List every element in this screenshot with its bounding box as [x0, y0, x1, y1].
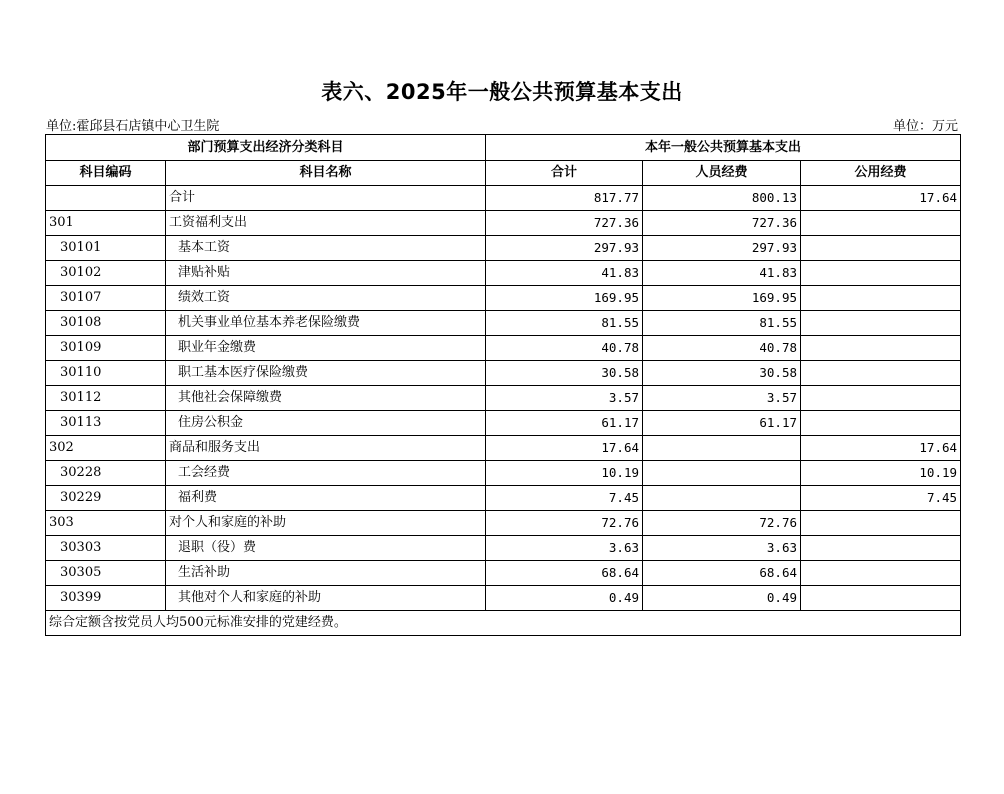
header-public: 公用经费: [801, 161, 961, 186]
personnel-cell: 61.17: [643, 411, 801, 436]
table-row: [46, 261, 961, 286]
name-cell: 商品和服务支出: [166, 436, 486, 461]
public-cell: [801, 361, 961, 386]
total-cell: 40.78: [486, 336, 643, 361]
name-cell: 职工基本医疗保险缴费: [166, 361, 486, 386]
name-cell: 机关事业单位基本养老保险缴费: [166, 311, 486, 336]
name-cell: 住房公积金: [166, 411, 486, 436]
code-cell: 30108: [46, 311, 166, 336]
code-cell: 30399: [46, 586, 166, 611]
code-cell: 30303: [46, 536, 166, 561]
public-cell: [801, 536, 961, 561]
public-cell: 10.19: [801, 461, 961, 486]
public-cell: [801, 236, 961, 261]
code-cell: 30101: [46, 236, 166, 261]
personnel-cell: 81.55: [643, 311, 801, 336]
total-cell: 72.76: [486, 511, 643, 536]
table-row: [46, 511, 961, 536]
table-row: [46, 536, 961, 561]
personnel-cell: [643, 486, 801, 511]
table-row: [46, 186, 961, 211]
table-row: [46, 586, 961, 611]
table-row: [46, 461, 961, 486]
header-name: 科目名称: [166, 161, 486, 186]
table-row: [46, 386, 961, 411]
table-group-header-row: [46, 135, 961, 161]
personnel-cell: 68.64: [643, 561, 801, 586]
total-cell: 0.49: [486, 586, 643, 611]
table-row: [46, 336, 961, 361]
public-cell: 17.64: [801, 186, 961, 211]
table-row: [46, 411, 961, 436]
page-title: 表六、2025年一般公共预算基本支出: [321, 80, 683, 104]
name-cell: 福利费: [166, 486, 486, 511]
table-row: [46, 436, 961, 461]
total-cell: 10.19: [486, 461, 643, 486]
table-column-header-row: [46, 161, 961, 186]
code-cell: 301: [46, 211, 166, 236]
public-cell: [801, 386, 961, 411]
code-cell: [46, 186, 166, 211]
personnel-cell: 3.57: [643, 386, 801, 411]
table-row: [46, 211, 961, 236]
table-row: [46, 286, 961, 311]
personnel-cell: 30.58: [643, 361, 801, 386]
personnel-cell: 40.78: [643, 336, 801, 361]
personnel-cell: 800.13: [643, 186, 801, 211]
name-cell: 绩效工资: [166, 286, 486, 311]
public-cell: [801, 586, 961, 611]
public-cell: [801, 561, 961, 586]
total-cell: 41.83: [486, 261, 643, 286]
name-cell: 职业年金缴费: [166, 336, 486, 361]
public-cell: [801, 311, 961, 336]
code-cell: 30229: [46, 486, 166, 511]
total-cell: 61.17: [486, 411, 643, 436]
personnel-cell: 41.83: [643, 261, 801, 286]
total-cell: 3.57: [486, 386, 643, 411]
name-cell: 退职（役）费: [166, 536, 486, 561]
header-basic-expenditure: 本年一般公共预算基本支出: [486, 135, 961, 161]
personnel-cell: [643, 436, 801, 461]
code-cell: 30102: [46, 261, 166, 286]
name-cell: 其他对个人和家庭的补助: [166, 586, 486, 611]
unit-organization: 单位:霍邱县石店镇中心卫生院: [46, 119, 220, 134]
code-cell: 30110: [46, 361, 166, 386]
unit-currency: 单位：万元: [892, 119, 958, 134]
table-note: 综合定额含按党员人均500元标准安排的党建经费。: [46, 611, 961, 636]
code-cell: 30107: [46, 286, 166, 311]
public-cell: [801, 211, 961, 236]
total-cell: 68.64: [486, 561, 643, 586]
public-cell: [801, 286, 961, 311]
code-cell: 30113: [46, 411, 166, 436]
total-cell: 297.93: [486, 236, 643, 261]
budget-table: [45, 134, 961, 636]
public-cell: [801, 261, 961, 286]
code-cell: 30109: [46, 336, 166, 361]
name-cell: 工会经费: [166, 461, 486, 486]
name-cell: 津贴补贴: [166, 261, 486, 286]
code-cell: 30305: [46, 561, 166, 586]
total-cell: 7.45: [486, 486, 643, 511]
personnel-cell: 727.36: [643, 211, 801, 236]
table-row: [46, 561, 961, 586]
personnel-cell: 3.63: [643, 536, 801, 561]
header-total: 合计: [486, 161, 643, 186]
personnel-cell: 72.76: [643, 511, 801, 536]
table-row: [46, 486, 961, 511]
code-cell: 302: [46, 436, 166, 461]
header-classification: 部门预算支出经济分类科目: [46, 135, 486, 161]
table-body: [46, 186, 961, 611]
public-cell: [801, 336, 961, 361]
table-row: [46, 361, 961, 386]
total-cell: 30.58: [486, 361, 643, 386]
total-cell: 17.64: [486, 436, 643, 461]
name-cell: 合计: [166, 186, 486, 211]
total-cell: 3.63: [486, 536, 643, 561]
public-cell: [801, 411, 961, 436]
personnel-cell: [643, 461, 801, 486]
name-cell: 生活补助: [166, 561, 486, 586]
total-cell: 817.77: [486, 186, 643, 211]
total-cell: 727.36: [486, 211, 643, 236]
code-cell: 30228: [46, 461, 166, 486]
table-row: [46, 311, 961, 336]
table-row: [46, 236, 961, 261]
note-row: [46, 611, 961, 636]
total-cell: 81.55: [486, 311, 643, 336]
name-cell: 工资福利支出: [166, 211, 486, 236]
public-cell: 7.45: [801, 486, 961, 511]
code-cell: 30112: [46, 386, 166, 411]
personnel-cell: 297.93: [643, 236, 801, 261]
total-cell: 169.95: [486, 286, 643, 311]
public-cell: [801, 511, 961, 536]
name-cell: 对个人和家庭的补助: [166, 511, 486, 536]
personnel-cell: 0.49: [643, 586, 801, 611]
name-cell: 其他社会保障缴费: [166, 386, 486, 411]
code-cell: 303: [46, 511, 166, 536]
header-personnel: 人员经费: [643, 161, 801, 186]
name-cell: 基本工资: [166, 236, 486, 261]
header-code: 科目编码: [46, 161, 166, 186]
public-cell: 17.64: [801, 436, 961, 461]
personnel-cell: 169.95: [643, 286, 801, 311]
